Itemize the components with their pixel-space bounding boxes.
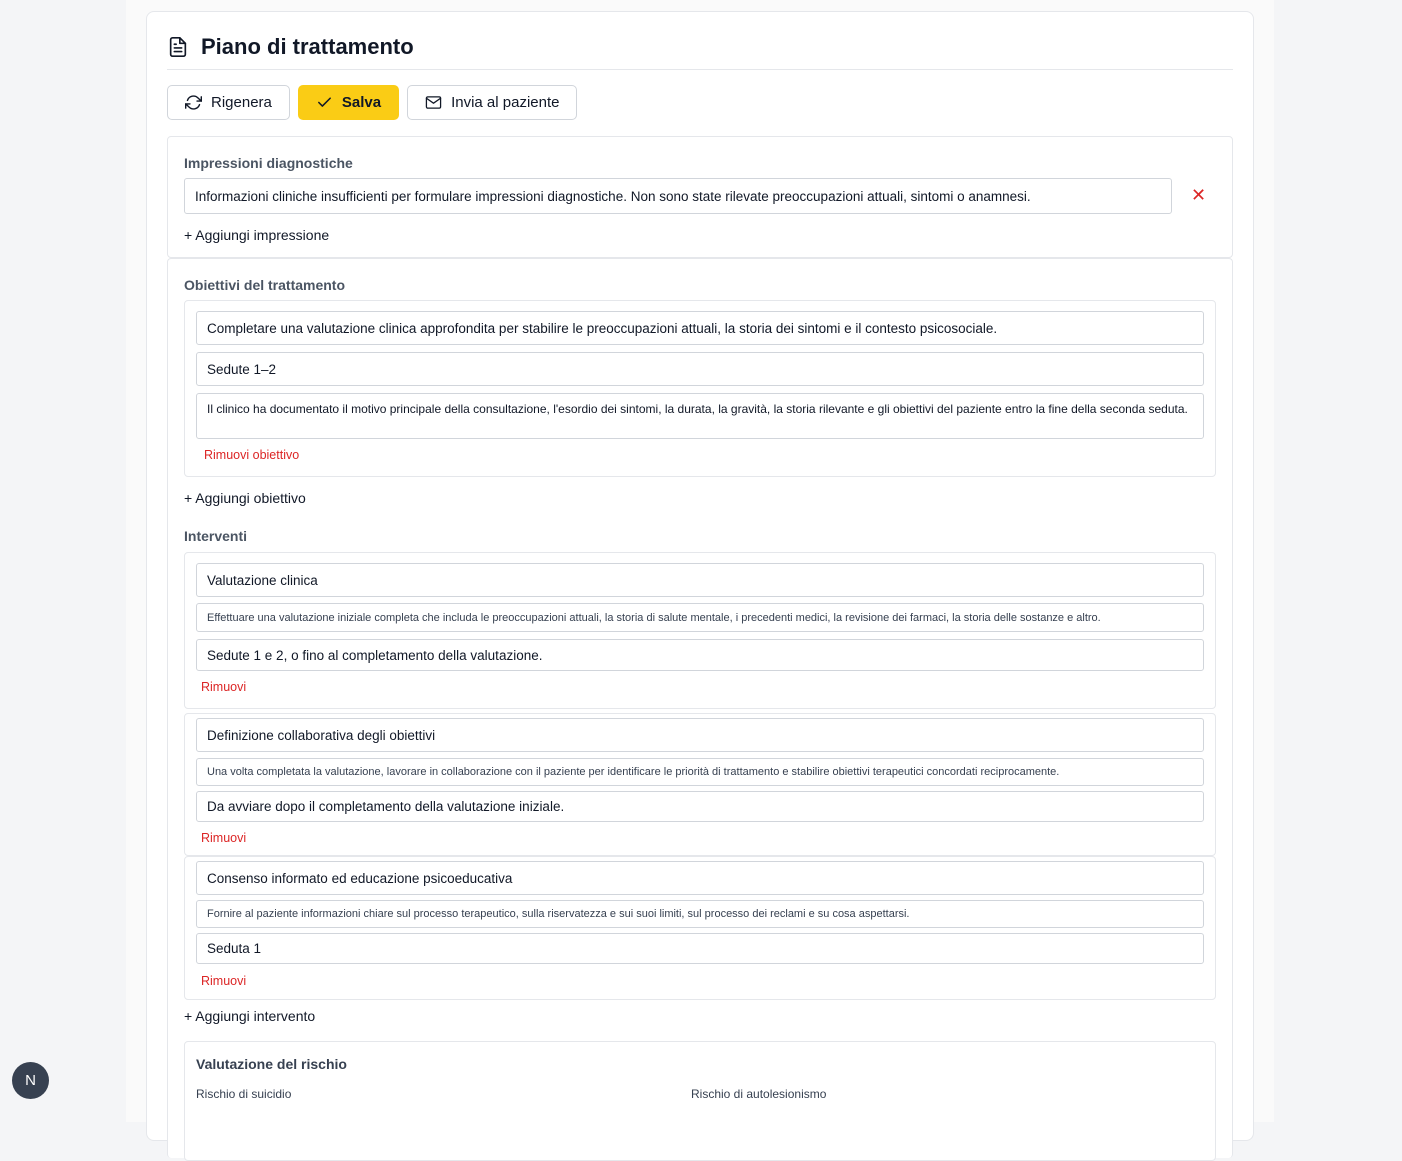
- intervention-name-field[interactable]: Valutazione clinica: [196, 563, 1204, 597]
- document-icon: [167, 35, 189, 59]
- impressions-title: Impressioni diagnostiche: [184, 155, 353, 171]
- send-label: Invia al paziente: [451, 94, 560, 111]
- intervention-item: [184, 552, 1216, 709]
- save-button[interactable]: [298, 85, 399, 120]
- risk-assessment-box: [184, 1041, 1216, 1161]
- impression-field[interactable]: Informazioni cliniche insufficienti per formulare impressioni diagnostiche. Non sono state rilevate preoccupazioni attuali, sintomi o anamnesi.: [184, 178, 1172, 214]
- remove-intervention-link[interactable]: Rimuovi: [201, 680, 247, 694]
- intervention-description-field[interactable]: Effettuare una valutazione iniziale completa che includa le preoccupazioni attuali, la storia di salute mentale, i precedenti medici, la revisione dei farmaci, la storia delle sostanze e altro.: [196, 603, 1204, 632]
- save-label: Salva: [341, 94, 382, 111]
- impressions-section: [167, 136, 1233, 258]
- add-impression-link[interactable]: + Aggiungi impressione: [184, 227, 330, 243]
- regenerate-button[interactable]: [167, 85, 290, 120]
- regenerate-label: Rigenera: [211, 94, 272, 111]
- remove-intervention-link[interactable]: Rimuovi: [201, 831, 247, 845]
- risk-title: Valutazione del rischio: [196, 1056, 347, 1072]
- remove-goal-link[interactable]: Rimuovi obiettivo: [204, 448, 300, 462]
- mail-icon: [425, 94, 442, 111]
- card-header: [167, 32, 1233, 70]
- treatment-plan-card: [146, 11, 1254, 1141]
- remove-intervention-link[interactable]: Rimuovi: [201, 974, 247, 988]
- goal-criteria-field[interactable]: Il clinico ha documentato il motivo principale della consultazione, l'esordio dei sintomi, la durata, la gravità, la storia rilevante e gli obiettivi del paziente entro la fine della seconda seduta.: [196, 393, 1204, 439]
- send-to-patient-button[interactable]: [407, 85, 577, 120]
- add-intervention-link[interactable]: + Aggiungi intervento: [184, 1008, 316, 1024]
- goal-timeframe-field[interactable]: Sedute 1–2: [196, 352, 1204, 386]
- goal-item: [184, 300, 1216, 477]
- intervention-timing-field[interactable]: Seduta 1: [196, 933, 1204, 964]
- remove-impression-icon[interactable]: ✕: [1191, 185, 1207, 205]
- goal-text-field[interactable]: Completare una valutazione clinica approfondita per stabilire le preoccupazioni attuali, la storia dei sintomi e il contesto psicosociale.: [196, 311, 1204, 345]
- intervention-name-field[interactable]: Definizione collaborativa degli obiettivi: [196, 718, 1204, 752]
- interventions-title: Interventi: [184, 528, 248, 544]
- intervention-timing-field[interactable]: Da avviare dopo il completamento della valutazione iniziale.: [196, 791, 1204, 822]
- avatar[interactable]: N: [12, 1062, 49, 1099]
- selfharm-risk-label: Rischio di autolesionismo: [691, 1087, 827, 1101]
- intervention-item: [184, 856, 1216, 1000]
- add-goal-link[interactable]: + Aggiungi obiettivo: [184, 490, 306, 506]
- refresh-icon: [185, 94, 202, 111]
- check-icon: [316, 94, 333, 111]
- intervention-item: [184, 713, 1216, 856]
- intervention-description-field[interactable]: Una volta completata la valutazione, lavorare in collaborazione con il paziente per identificare le priorità di trattamento e stabilire obiettivi terapeutici concordati reciprocamente.: [196, 758, 1204, 786]
- intervention-timing-field[interactable]: Sedute 1 e 2, o fino al completamento della valutazione.: [196, 639, 1204, 671]
- goals-title: Obiettivi del trattamento: [184, 277, 346, 293]
- intervention-description-field[interactable]: Fornire al paziente informazioni chiare sul processo terapeutico, sulla riservatezza e sui suoi limiti, sul processo dei reclami e su cosa aspettarsi.: [196, 900, 1204, 928]
- intervention-name-field[interactable]: Consenso informato ed educazione psicoeducativa: [196, 861, 1204, 895]
- toolbar: [167, 85, 577, 120]
- goals-interventions-section: [167, 258, 1233, 1158]
- page-title: Piano di trattamento: [201, 34, 414, 59]
- suicide-risk-label: Rischio di suicidio: [196, 1087, 292, 1101]
